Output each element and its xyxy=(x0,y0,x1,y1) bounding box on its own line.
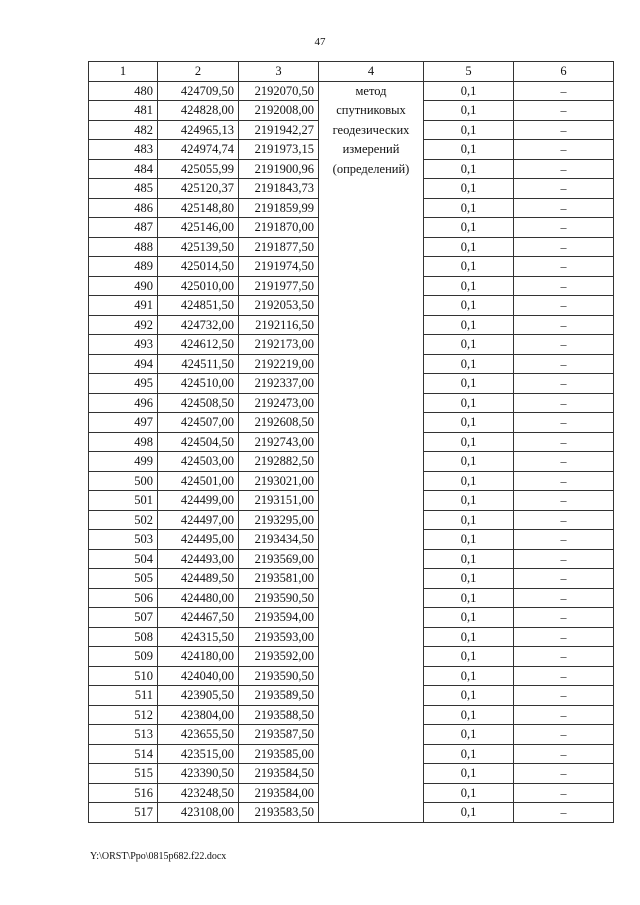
cell-accuracy: 0,1 xyxy=(424,276,514,296)
cell-x-coordinate: 424495,00 xyxy=(158,530,239,550)
cell-y-coordinate: 2193594,00 xyxy=(239,608,319,628)
cell-x-coordinate: 424040,00 xyxy=(158,666,239,686)
cell-y-coordinate: 2193585,00 xyxy=(239,744,319,764)
cell-description: – xyxy=(514,764,614,784)
cell-point-number: 516 xyxy=(89,783,158,803)
page-number: 47 xyxy=(314,36,326,48)
cell-description: – xyxy=(514,335,614,355)
header-col-4: 4 xyxy=(319,62,424,82)
cell-method xyxy=(319,81,424,822)
cell-point-number: 510 xyxy=(89,666,158,686)
cell-description: – xyxy=(514,198,614,218)
cell-accuracy: 0,1 xyxy=(424,120,514,140)
cell-y-coordinate: 2191870,00 xyxy=(239,218,319,238)
cell-accuracy: 0,1 xyxy=(424,588,514,608)
cell-accuracy: 0,1 xyxy=(424,627,514,647)
cell-accuracy: 0,1 xyxy=(424,666,514,686)
cell-x-coordinate: 423804,00 xyxy=(158,705,239,725)
header-col-2: 2 xyxy=(158,62,239,82)
cell-accuracy: 0,1 xyxy=(424,510,514,530)
cell-description: – xyxy=(514,315,614,335)
cell-point-number: 497 xyxy=(89,413,158,433)
cell-x-coordinate: 423108,00 xyxy=(158,803,239,823)
cell-x-coordinate: 424508,50 xyxy=(158,393,239,413)
cell-x-coordinate: 423248,50 xyxy=(158,783,239,803)
cell-description: – xyxy=(514,569,614,589)
cell-point-number: 504 xyxy=(89,549,158,569)
cell-description: – xyxy=(514,491,614,511)
cell-description: – xyxy=(514,686,614,706)
cell-y-coordinate: 2193589,50 xyxy=(239,686,319,706)
cell-y-coordinate: 2192882,50 xyxy=(239,452,319,472)
cell-y-coordinate: 2191900,96 xyxy=(239,159,319,179)
cell-x-coordinate: 424510,00 xyxy=(158,374,239,394)
cell-y-coordinate: 2193581,00 xyxy=(239,569,319,589)
cell-x-coordinate: 424493,00 xyxy=(158,549,239,569)
cell-y-coordinate: 2192116,50 xyxy=(239,315,319,335)
method-line: метод xyxy=(355,83,387,98)
coordinates-table xyxy=(88,61,614,823)
cell-point-number: 502 xyxy=(89,510,158,530)
cell-y-coordinate: 2193590,50 xyxy=(239,666,319,686)
cell-x-coordinate: 424501,00 xyxy=(158,471,239,491)
cell-description: – xyxy=(514,179,614,199)
cell-point-number: 481 xyxy=(89,101,158,121)
cell-description: – xyxy=(514,530,614,550)
cell-y-coordinate: 2192008,00 xyxy=(239,101,319,121)
header-col-5: 5 xyxy=(424,62,514,82)
cell-y-coordinate: 2193434,50 xyxy=(239,530,319,550)
cell-point-number: 488 xyxy=(89,237,158,257)
cell-description: – xyxy=(514,374,614,394)
cell-y-coordinate: 2192173,00 xyxy=(239,335,319,355)
cell-description: – xyxy=(514,725,614,745)
cell-x-coordinate: 425010,00 xyxy=(158,276,239,296)
cell-x-coordinate: 423515,00 xyxy=(158,744,239,764)
cell-accuracy: 0,1 xyxy=(424,783,514,803)
cell-description: – xyxy=(514,588,614,608)
cell-point-number: 517 xyxy=(89,803,158,823)
cell-point-number: 507 xyxy=(89,608,158,628)
cell-y-coordinate: 2191977,50 xyxy=(239,276,319,296)
cell-accuracy: 0,1 xyxy=(424,315,514,335)
cell-y-coordinate: 2193151,00 xyxy=(239,491,319,511)
cell-point-number: 489 xyxy=(89,257,158,277)
cell-accuracy: 0,1 xyxy=(424,491,514,511)
cell-accuracy: 0,1 xyxy=(424,179,514,199)
cell-x-coordinate: 424965,13 xyxy=(158,120,239,140)
cell-point-number: 494 xyxy=(89,354,158,374)
cell-accuracy: 0,1 xyxy=(424,101,514,121)
cell-x-coordinate: 425139,50 xyxy=(158,237,239,257)
cell-point-number: 501 xyxy=(89,491,158,511)
cell-point-number: 493 xyxy=(89,335,158,355)
cell-accuracy: 0,1 xyxy=(424,81,514,101)
cell-x-coordinate: 423390,50 xyxy=(158,764,239,784)
cell-y-coordinate: 2191859,99 xyxy=(239,198,319,218)
header-col-3: 3 xyxy=(239,62,319,82)
cell-point-number: 515 xyxy=(89,764,158,784)
cell-y-coordinate: 2191942,27 xyxy=(239,120,319,140)
cell-y-coordinate: 2193583,50 xyxy=(239,803,319,823)
cell-x-coordinate: 424503,00 xyxy=(158,452,239,472)
header-col-1: 1 xyxy=(89,62,158,82)
cell-description: – xyxy=(514,647,614,667)
cell-y-coordinate: 2192053,50 xyxy=(239,296,319,316)
cell-accuracy: 0,1 xyxy=(424,452,514,472)
cell-point-number: 480 xyxy=(89,81,158,101)
cell-description: – xyxy=(514,510,614,530)
cell-accuracy: 0,1 xyxy=(424,471,514,491)
cell-point-number: 487 xyxy=(89,218,158,238)
cell-point-number: 512 xyxy=(89,705,158,725)
cell-description: – xyxy=(514,218,614,238)
cell-accuracy: 0,1 xyxy=(424,647,514,667)
cell-point-number: 499 xyxy=(89,452,158,472)
cell-accuracy: 0,1 xyxy=(424,608,514,628)
cell-accuracy: 0,1 xyxy=(424,335,514,355)
cell-accuracy: 0,1 xyxy=(424,549,514,569)
cell-point-number: 496 xyxy=(89,393,158,413)
cell-x-coordinate: 425014,50 xyxy=(158,257,239,277)
cell-x-coordinate: 424851,50 xyxy=(158,296,239,316)
cell-x-coordinate: 424480,00 xyxy=(158,588,239,608)
cell-y-coordinate: 2193587,50 xyxy=(239,725,319,745)
cell-x-coordinate: 425055,99 xyxy=(158,159,239,179)
cell-x-coordinate: 424612,50 xyxy=(158,335,239,355)
cell-accuracy: 0,1 xyxy=(424,803,514,823)
cell-y-coordinate: 2192070,50 xyxy=(239,81,319,101)
cell-description: – xyxy=(514,803,614,823)
cell-description: – xyxy=(514,413,614,433)
cell-x-coordinate: 424504,50 xyxy=(158,432,239,452)
cell-accuracy: 0,1 xyxy=(424,218,514,238)
cell-x-coordinate: 424497,00 xyxy=(158,510,239,530)
cell-y-coordinate: 2193295,00 xyxy=(239,510,319,530)
cell-point-number: 509 xyxy=(89,647,158,667)
cell-point-number: 505 xyxy=(89,569,158,589)
cell-point-number: 482 xyxy=(89,120,158,140)
cell-x-coordinate: 424511,50 xyxy=(158,354,239,374)
cell-x-coordinate: 424709,50 xyxy=(158,81,239,101)
cell-x-coordinate: 425148,80 xyxy=(158,198,239,218)
cell-accuracy: 0,1 xyxy=(424,296,514,316)
method-line: измерений xyxy=(342,142,400,156)
cell-description: – xyxy=(514,705,614,725)
cell-description: – xyxy=(514,627,614,647)
cell-x-coordinate: 424180,00 xyxy=(158,647,239,667)
cell-point-number: 500 xyxy=(89,471,158,491)
cell-description: – xyxy=(514,296,614,316)
cell-y-coordinate: 2193593,00 xyxy=(239,627,319,647)
cell-accuracy: 0,1 xyxy=(424,686,514,706)
cell-description: – xyxy=(514,744,614,764)
header-col-6: 6 xyxy=(514,62,614,82)
cell-accuracy: 0,1 xyxy=(424,530,514,550)
cell-y-coordinate: 2193021,00 xyxy=(239,471,319,491)
cell-y-coordinate: 2192608,50 xyxy=(239,413,319,433)
cell-description: – xyxy=(514,608,614,628)
cell-accuracy: 0,1 xyxy=(424,393,514,413)
table-body xyxy=(89,81,614,822)
cell-point-number: 514 xyxy=(89,744,158,764)
cell-x-coordinate: 424732,00 xyxy=(158,315,239,335)
cell-point-number: 491 xyxy=(89,296,158,316)
method-line: (определений) xyxy=(332,161,410,176)
table-row xyxy=(89,81,614,101)
method-line: геодезических xyxy=(332,122,410,137)
cell-y-coordinate: 2191974,50 xyxy=(239,257,319,277)
cell-point-number: 483 xyxy=(89,140,158,160)
cell-point-number: 503 xyxy=(89,530,158,550)
table-header-row xyxy=(89,62,614,82)
cell-accuracy: 0,1 xyxy=(424,354,514,374)
cell-x-coordinate: 424489,50 xyxy=(158,569,239,589)
cell-point-number: 484 xyxy=(89,159,158,179)
cell-accuracy: 0,1 xyxy=(424,159,514,179)
cell-description: – xyxy=(514,140,614,160)
cell-x-coordinate: 425146,00 xyxy=(158,218,239,238)
cell-description: – xyxy=(514,354,614,374)
cell-accuracy: 0,1 xyxy=(424,198,514,218)
cell-y-coordinate: 2193592,00 xyxy=(239,647,319,667)
cell-point-number: 508 xyxy=(89,627,158,647)
cell-point-number: 495 xyxy=(89,374,158,394)
cell-description: – xyxy=(514,159,614,179)
cell-description: – xyxy=(514,101,614,121)
cell-y-coordinate: 2193584,00 xyxy=(239,783,319,803)
cell-description: – xyxy=(514,549,614,569)
cell-y-coordinate: 2193584,50 xyxy=(239,764,319,784)
cell-y-coordinate: 2193588,50 xyxy=(239,705,319,725)
cell-description: – xyxy=(514,393,614,413)
cell-point-number: 498 xyxy=(89,432,158,452)
cell-accuracy: 0,1 xyxy=(424,725,514,745)
cell-accuracy: 0,1 xyxy=(424,257,514,277)
cell-x-coordinate: 424507,00 xyxy=(158,413,239,433)
cell-point-number: 511 xyxy=(89,686,158,706)
cell-point-number: 490 xyxy=(89,276,158,296)
cell-accuracy: 0,1 xyxy=(424,432,514,452)
method-line: спутниковых xyxy=(336,103,406,117)
cell-accuracy: 0,1 xyxy=(424,140,514,160)
cell-y-coordinate: 2191973,15 xyxy=(239,140,319,160)
cell-description: – xyxy=(514,666,614,686)
cell-accuracy: 0,1 xyxy=(424,764,514,784)
cell-x-coordinate: 423905,50 xyxy=(158,686,239,706)
footer-file-path: Y:\ORST\Ppo\0815p682.f22.docx xyxy=(90,851,227,862)
cell-y-coordinate: 2192219,00 xyxy=(239,354,319,374)
cell-accuracy: 0,1 xyxy=(424,744,514,764)
cell-description: – xyxy=(514,81,614,101)
cell-y-coordinate: 2192473,00 xyxy=(239,393,319,413)
cell-accuracy: 0,1 xyxy=(424,569,514,589)
cell-description: – xyxy=(514,120,614,140)
cell-x-coordinate: 424828,00 xyxy=(158,101,239,121)
cell-description: – xyxy=(514,471,614,491)
cell-y-coordinate: 2191843,73 xyxy=(239,179,319,199)
cell-x-coordinate: 424315,50 xyxy=(158,627,239,647)
cell-x-coordinate: 424974,74 xyxy=(158,140,239,160)
cell-accuracy: 0,1 xyxy=(424,374,514,394)
cell-x-coordinate: 423655,50 xyxy=(158,725,239,745)
cell-point-number: 492 xyxy=(89,315,158,335)
cell-y-coordinate: 2193590,50 xyxy=(239,588,319,608)
cell-x-coordinate: 425120,37 xyxy=(158,179,239,199)
cell-point-number: 506 xyxy=(89,588,158,608)
cell-description: – xyxy=(514,237,614,257)
cell-description: – xyxy=(514,257,614,277)
cell-description: – xyxy=(514,452,614,472)
cell-point-number: 513 xyxy=(89,725,158,745)
cell-y-coordinate: 2193569,00 xyxy=(239,549,319,569)
cell-y-coordinate: 2191877,50 xyxy=(239,237,319,257)
cell-description: – xyxy=(514,276,614,296)
cell-x-coordinate: 424467,50 xyxy=(158,608,239,628)
cell-y-coordinate: 2192743,00 xyxy=(239,432,319,452)
cell-description: – xyxy=(514,432,614,452)
cell-point-number: 486 xyxy=(89,198,158,218)
cell-y-coordinate: 2192337,00 xyxy=(239,374,319,394)
cell-accuracy: 0,1 xyxy=(424,237,514,257)
cell-x-coordinate: 424499,00 xyxy=(158,491,239,511)
cell-accuracy: 0,1 xyxy=(424,705,514,725)
cell-description: – xyxy=(514,783,614,803)
cell-accuracy: 0,1 xyxy=(424,413,514,433)
cell-point-number: 485 xyxy=(89,179,158,199)
